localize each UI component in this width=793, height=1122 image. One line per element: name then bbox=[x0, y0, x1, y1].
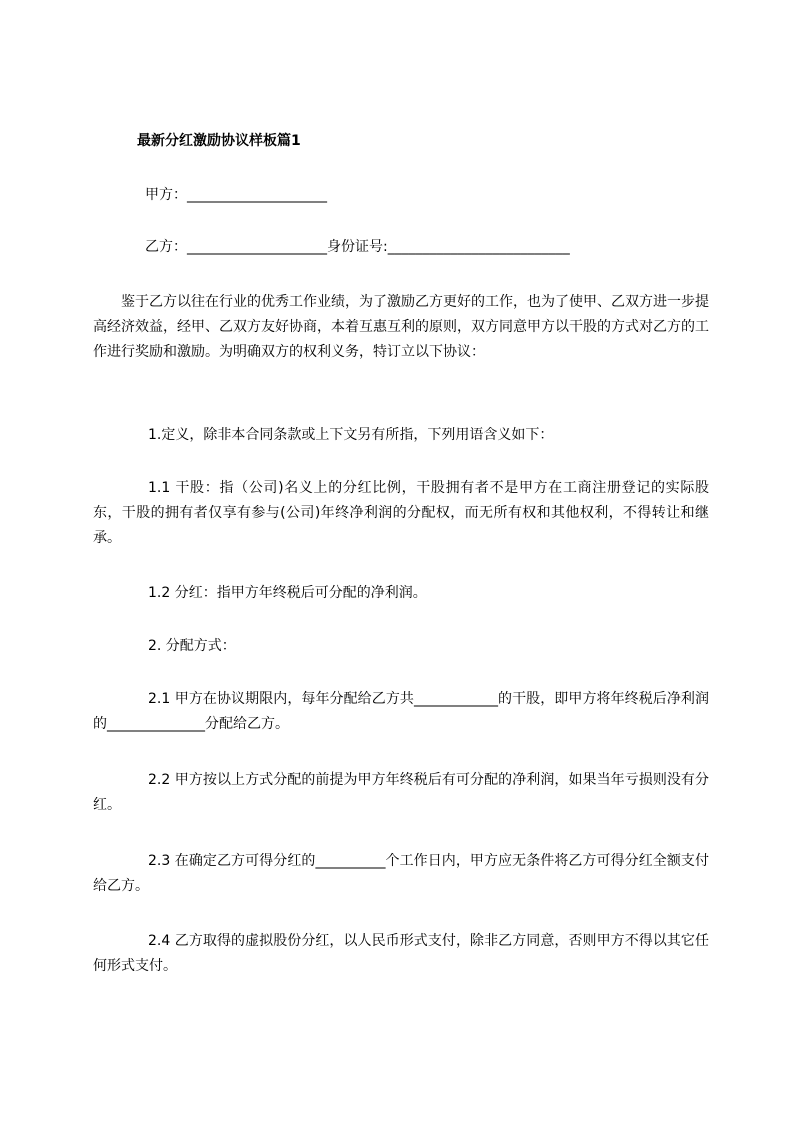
section-1-definitions: 1.定义，除非本合同条款或上下文另有所指，下列用语含义如下： bbox=[148, 427, 554, 443]
section-2-4: 2.4 乙方取得的虚拟股份分红，以人民币形式支付，除非乙方同意，否则甲方不得以其它任何形式支付。 bbox=[93, 933, 709, 974]
intro-paragraph: 鉴于乙方以往在行业的优秀工作业绩，为了激励乙方更好的工作，也为了使甲、乙双方进一步提高经济效益，经甲、乙双方友好协商，本着互惠互利的原则，双方同意甲方以干股的方式对乙方的工作进行奖励和激励。为明确双方的权利义务，特订立以下协议： bbox=[93, 294, 709, 360]
section-2-2: 2.2 甲方按以上方式分配的前提为甲方年终税后有可分配的净利润，如果当年亏损则没有分红。 bbox=[93, 772, 709, 813]
section-1-2-dividend: 1.2 分红：指甲方年终税后可分配的净利润。 bbox=[148, 585, 427, 601]
section-2-1: 2.1 甲方在协议期限内，每年分配给乙方共____________的干股，即甲方将年终税后净利润的______________分配给乙方。 bbox=[93, 691, 709, 732]
section-1-1-dry-shares: 1.1 干股：指（公司)名义上的分红比例，干股拥有者不是甲方在工商注册登记的实际股东，干股的拥有者仅享有参与(公司)年终净利润的分配权，而无所有权和其他权利，不得转让和继承。 bbox=[93, 480, 709, 546]
document-title: 最新分红激励协议样板篇1 bbox=[137, 133, 301, 149]
party-b-line: 乙方：____________________身份证号:__________________________ bbox=[145, 239, 570, 255]
party-a-line: 甲方：____________________ bbox=[145, 187, 327, 203]
section-2-distribution: 2. 分配方式： bbox=[148, 638, 236, 654]
section-2-3: 2.3 在确定乙方可得分红的__________个工作日内，甲方应无条件将乙方可得分红全额支付给乙方。 bbox=[93, 853, 709, 894]
